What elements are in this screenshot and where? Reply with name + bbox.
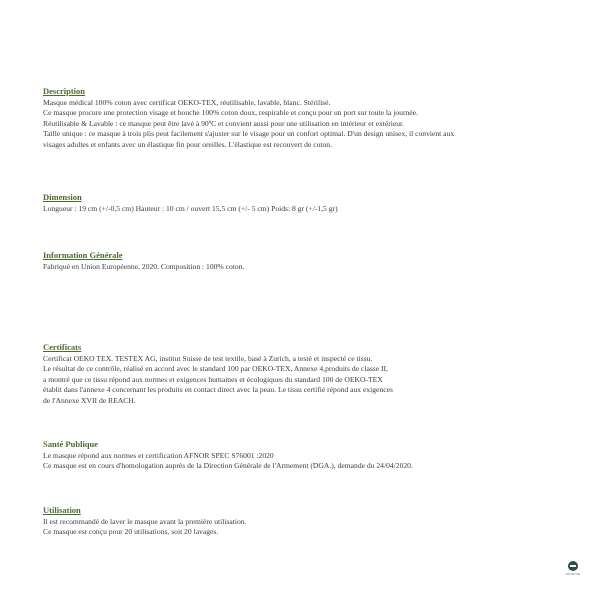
certificats-section [43,342,563,406]
utilisation-heading: Utilisation [43,505,81,515]
description-line: Réutilisable & Lavable : ce masque peut être lavé à 90ºC et convient aussi pour une utilisation en intérieur et extérieur. [43,118,405,128]
certificats-heading: Certificats [43,342,82,352]
dimension-line: Longueur : 19 cm (+/-0,5 cm) Hauteur : 10 cm / ouvert 15,5 cm (+/- 5 cm) Poids: 8 gr (+/-1,5 gr) [43,204,338,213]
description-section [43,86,563,150]
certificats-line: de l'Annexe XVII de REACH. [43,395,136,405]
utilisation-line: Il est recommandé de laver le masque avant la première utilisation. [43,517,247,526]
sante-heading: Santé Publique [43,439,99,449]
sante-section [43,439,563,472]
certificats-line: Le résultat de ce contrôle, réalisé en accord avec le standard 100 par OEKO-TEX, Annexe 4,produits de classe II, [43,364,388,374]
brand-logo-icon [568,561,578,571]
certificats-line: établit dans l'annexe 4 concernant les produits en contact direct avec la peau. Le tissu certifié répond aux exigences [43,385,393,395]
brand-logo [561,561,585,585]
dimension-section [43,192,563,214]
certificats-line: a montré que ce tissu répond aux normes et exigences humaines et écologiques du standard 100 de OEKO-TEX [43,374,383,384]
sante-line: Le masque répond aux normes et certification AFNOR SPEC S76001 :2020 [43,451,274,460]
description-line: visages adultes et enfants avec un élastique fin pour oreilles. L'élastique est recouvert de coton. [43,139,332,149]
brand-logo-text: ORIGINE [565,572,581,576]
utilisation-section [43,505,563,538]
description-line: Ce masque procure une protection visage et bouche 100% coton doux, respirable et conçu pour un port sur toute la journée. [43,108,418,118]
information-line: Fabriqué en Union Européenne, 2020. Composition : 100% coton. [43,262,245,271]
dimension-heading: Dimension [43,192,82,202]
description-line: Masque médical 100% coton avec certificat OEKO-TEX, réutilisable, lavable, blanc. Stérilisé. [43,98,331,107]
certificats-line: Certificat OEKO TEX. TESTEX AG, institut Suisse de test textile, basé à Zurich, a testé et inspecté ce tissu. [43,354,373,363]
utilisation-line: Ce masque est conçu pour 20 utilisations, soit 20 lavages. [43,527,219,537]
description-line: Taille unique : ce masque à trois plis peut facilement s'ajuster sur le visage pour un confort optimal. D'un design unisex, il convient aux [43,129,455,139]
sante-line: Ce masque est en cours d'homologation auprès de la Direction Générale de l'Armement (DGA.), demande du 24/04/2020. [43,461,413,471]
information-heading: Information Générale [43,250,123,260]
information-section [43,250,563,272]
description-heading: Description [43,86,86,96]
